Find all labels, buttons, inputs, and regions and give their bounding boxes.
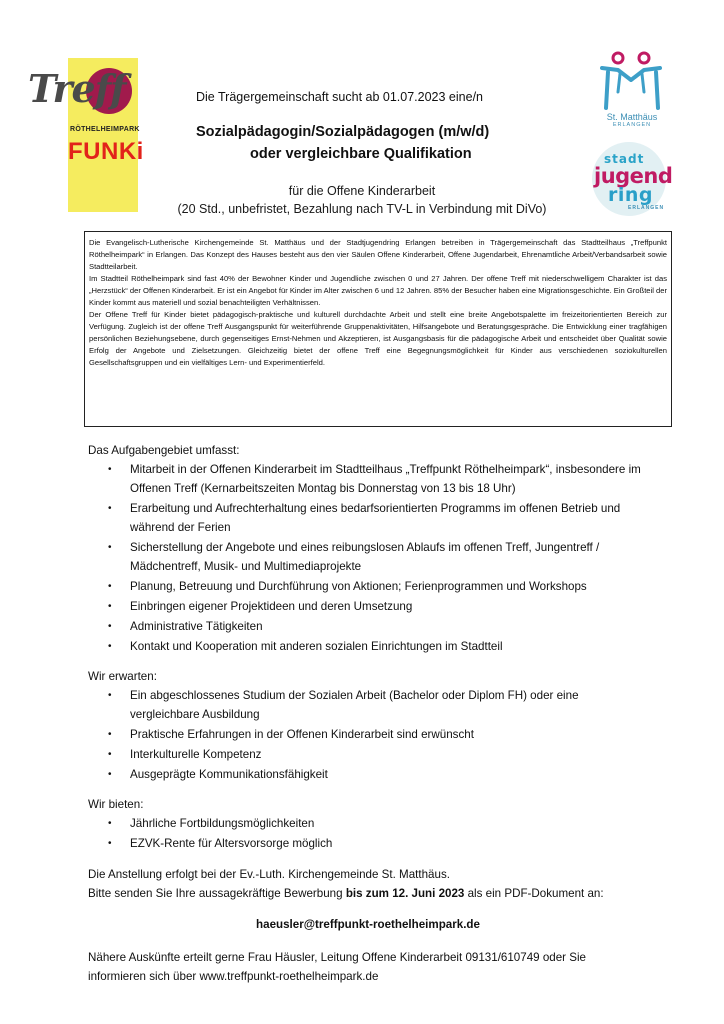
info-box xyxy=(84,231,672,427)
people-figures-icon xyxy=(594,50,670,112)
matthaeus-city: ERLANGEN xyxy=(612,122,652,128)
application-text-post: als ein PDF-Dokument an: xyxy=(464,887,604,900)
job-title-line1: Sozialpädagogin/Sozialpädagogen (m/w/d) xyxy=(196,124,490,140)
list-item: • Ausgeprägte Kommunikationsfähigkeit xyxy=(88,765,648,784)
list-item: • Sicherstellung der Angebote und eines reibungslosen Ablaufs im offenen Treff, Jungentreff / Mädchentreff, Musik- und Multimediaprojekte xyxy=(88,538,648,576)
list-item: • Erarbeitung und Aufrechterhaltung eines bedarfsorientierten Programms im offenen Betrieb und während der Ferien xyxy=(88,499,648,537)
job-title-line2: oder vergleichbare Qualifikation xyxy=(250,146,472,162)
offer-heading: Wir bieten: xyxy=(88,798,144,811)
matthaeus-name: St. Matthäus xyxy=(606,112,658,122)
logo-roethelheimpark-word: RÖTHELHEIMPARK xyxy=(70,126,140,133)
tasks-list xyxy=(88,460,648,656)
logo-funki-word: FUNKi xyxy=(68,138,144,165)
list-item: • Einbringen eigener Projektideen und deren Umsetzung xyxy=(88,597,648,616)
subtitle-line2-text: (20 Std., unbefristet, Bezahlung nach TV-L in Verbindung mit DiVo) xyxy=(177,202,547,216)
spacer xyxy=(88,785,648,795)
expect-list xyxy=(88,686,648,784)
list-item: • Administrative Tätigkeiten xyxy=(88,617,648,636)
sjr-ring-word: ring xyxy=(608,184,654,206)
application-email[interactable]: haeusler@treffpunkt-roethelheimpark.de xyxy=(256,918,480,931)
expect-heading: Wir erwarten: xyxy=(88,670,157,683)
info-paragraph-2: Im Stadtteil Röthelheimpark sind fast 40% der Bewohner Kinder und Jugendliche zwischen 0 und 27 Jahren. Der offene Treff mit niederschwelligem Charakter ist das „Herzstück“ der Offenen Kinderarbeit. Er ist ein Angebot für Kinder im Alter zwischen 6 und 12 Jahren. 85% der Besucher haben eine Migrationsgeschichte. Ein Großteil der Kinder kommt aus materiell und sozial benachteiligten Verhältnissen. xyxy=(89,274,667,307)
list-item: • Praktische Erfahrungen in der Offenen Kinderarbeit sind erwünscht xyxy=(88,725,648,744)
list-item: • Interkulturelle Kompetenz xyxy=(88,745,648,764)
spacer xyxy=(88,657,648,667)
list-item: • Ein abgeschlossenes Studium der Sozialen Arbeit (Bachelor oder Diplom FH) oder eine vergleichbare Ausbildung xyxy=(88,686,648,724)
header-intro: Die Trägergemeinschaft sucht ab 01.07.2023 eine/n xyxy=(196,90,483,104)
application-deadline: bis zum 12. Juni 2023 xyxy=(345,887,465,900)
info-paragraph-3: Der Offene Treff für Kinder bietet pädagogisch-praktische und kulturell durchdachte Arbeit und stellt eine breite Angebotspalette im freizeitorientierten Bereich zur Verfügung. Zugleich ist der offene Treff Ausgangspunkt für weiterführende Gruppenaktivitäten, Hilfsangebote und Beratungsgespräche. Die Entwicklung einer tragfähigen persönlichen Beziehungsebene, durch gegenseitiges Ernst-Nehmen und Akzeptieren, ist Ausgangsbasis für die pädagogische Arbeit und entscheidet über Qualität sowie Erfolg der Angebote und Zielsetzungen. Gleichzeitig bietet der offene Treff eine Begegnungsmöglichkeit für Kinder aus verschiedenen soziokulturellen Gesellschaftsgruppen und ein vielfältiges Lern- und Experimentierfeld. xyxy=(89,310,667,367)
list-item: • Jährliche Fortbildungsmöglichkeiten xyxy=(88,814,648,833)
contact-line1: Nähere Auskünfte erteilt gerne Frau Häusler, Leitung Offene Kinderarbeit 09131/610749 oder Sie xyxy=(88,951,587,964)
list-item: • Planung, Betreuung und Durchführung von Aktionen; Ferienprogrammen und Workshops xyxy=(88,577,648,596)
st-matthaeus-logo xyxy=(594,50,670,132)
employment-line: Die Anstellung erfolgt bei der Ev.-Luth. Kirchengemeinde St. Matthäus. xyxy=(88,868,450,881)
tasks-heading: Das Aufgabengebiet umfasst: xyxy=(88,444,240,457)
list-item: • Mitarbeit in der Offenen Kinderarbeit im Stadtteilhaus „Treffpunkt Röthelheimpark“, insbesondere im Offenen Treff (Kernarbeitszeiten Montag bis Donnerstag von 13 bis 18 Uhr) xyxy=(88,460,648,498)
application-text-pre: Bitte senden Sie Ihre aussagekräftige Bewerbung xyxy=(88,887,346,900)
list-item: • EZVK-Rente für Altersvorsorge möglich xyxy=(88,834,648,853)
list-item: • Kontakt und Kooperation mit anderen sozialen Einrichtungen im Stadtteil xyxy=(88,637,648,656)
offer-list xyxy=(88,814,648,853)
contact-line2: informieren sich über www.treffpunkt-roethelheimpark.de xyxy=(88,970,379,983)
main-content xyxy=(88,441,648,986)
subtitle-line1-text: für die Offene Kinderarbeit xyxy=(288,184,436,198)
subtitle-line2 xyxy=(0,202,724,216)
subtitle-line1 xyxy=(0,184,724,198)
application-line xyxy=(88,884,648,903)
sjr-city: ERLANGEN xyxy=(628,205,665,211)
spacer xyxy=(88,854,648,865)
info-paragraph-1: Die Evangelisch-Lutherische Kirchengemeinde St. Matthäus und der Stadtjugendring Erlangen betreiben in Trägergemeinschaft das Stadtteilhaus „Treffpunkt Röthelheimpark“ in Erlangen. Das Konzept des Hauses besteht aus den vier Säulen Offene Kinderarbeit, Offene Jugendarbeit, Ehrenamtliche Arbeit/Verbandsarbeit sowie Stadtteilarbeit. xyxy=(89,238,667,271)
sjr-stadt-word: stadt xyxy=(604,152,645,166)
logo-treff-word: Treff xyxy=(28,66,126,111)
sjr-jugend-word: jugend xyxy=(594,164,673,188)
